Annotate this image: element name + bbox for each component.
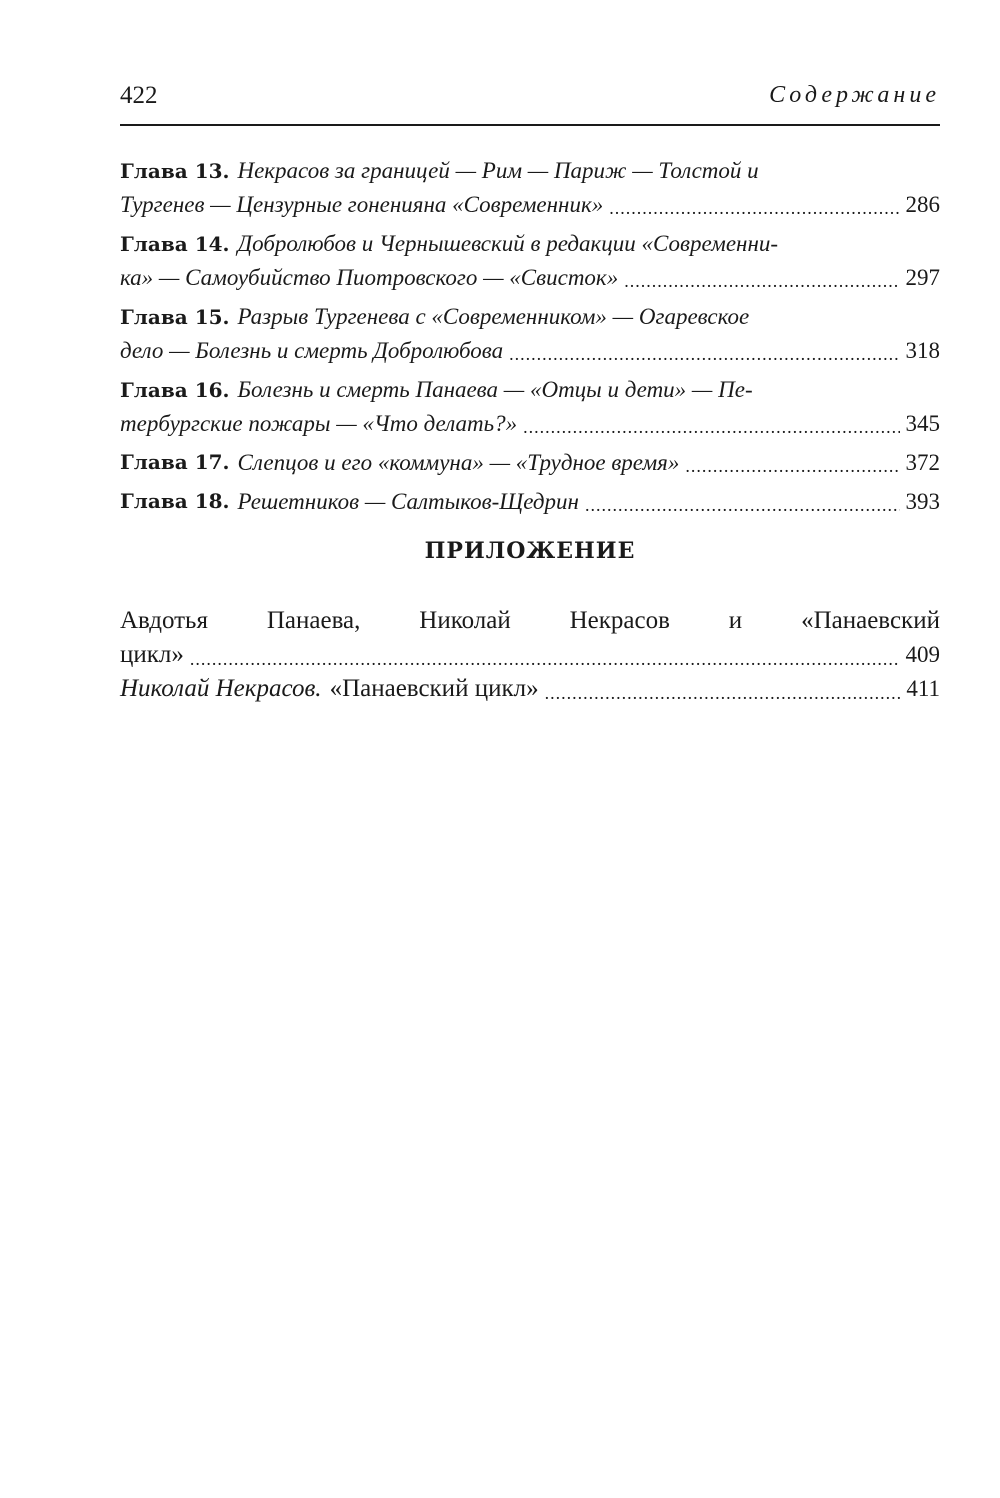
toc-entry-appendix-1[interactable] — [120, 604, 940, 672]
chapter-page-number: 297 — [905, 265, 940, 290]
chapter-label: Глава 17. — [120, 450, 230, 474]
chapter-title-line-1: Слепцов и его «коммуна» — «Трудное время» — [237, 450, 680, 475]
appendix-author: Николай Некрасов. — [120, 675, 322, 702]
toc-entry-line — [120, 227, 940, 261]
chapter-label: Глава 14. — [120, 232, 230, 256]
dot-leader — [545, 672, 901, 706]
chapter-page-number: 372 — [905, 450, 940, 475]
chapter-title-line-2: тербургские пожары — «Что делать?» — [120, 411, 518, 436]
toc-entry-line — [120, 300, 940, 334]
appendix-entry-line — [120, 672, 940, 706]
dot-leader — [609, 188, 899, 221]
toc-entry-chapter-13[interactable] — [120, 154, 940, 221]
page-number: 422 — [120, 82, 158, 109]
chapter-label: Глава 18. — [120, 489, 230, 513]
chapter-label: Глава 15. — [120, 305, 230, 329]
chapter-label: Глава 13. — [120, 159, 230, 183]
appendix-word: Некрасов — [569, 607, 670, 634]
toc-entry-chapter-16[interactable] — [120, 373, 940, 440]
chapter-page-number: 318 — [905, 338, 940, 363]
chapter-page-number: 345 — [905, 411, 940, 436]
dot-leader — [523, 407, 899, 440]
table-of-contents — [120, 154, 940, 524]
toc-entry-last-line — [120, 188, 940, 221]
appendix-contents — [120, 604, 940, 706]
chapter-title-line-1: Добролюбов и Чернышевский в редакции «Современни- — [237, 231, 779, 256]
toc-entry-appendix-2[interactable] — [120, 672, 940, 706]
toc-entry-last-line — [120, 485, 940, 518]
chapter-title-line-2: дело — Болезнь и смерть Добролюбова — [120, 338, 504, 363]
toc-entry-last-line — [120, 334, 940, 367]
appendix-entry-last-line — [120, 638, 940, 672]
appendix-word: «Панаевский — [801, 607, 940, 634]
toc-entry-chapter-15[interactable] — [120, 300, 940, 367]
toc-entry-first-line — [120, 300, 749, 334]
toc-entry-first-line — [120, 227, 778, 261]
appendix-entry-first-line — [120, 604, 940, 638]
chapter-title-line-1: Решетников — Салтыков-Щедрин — [237, 489, 579, 514]
toc-entry-first-line — [120, 373, 753, 407]
chapter-page-number: 393 — [905, 489, 940, 514]
toc-entry-chapter-17[interactable] — [120, 446, 940, 479]
chapter-title-line-2: Тургенев — Цензурные гоненияна «Современник» — [120, 192, 604, 217]
dot-leader — [624, 261, 899, 294]
appendix-page-number: 411 — [906, 676, 940, 701]
dot-leader — [509, 334, 899, 367]
dot-leader — [685, 446, 899, 479]
toc-entry-line — [120, 373, 940, 407]
appendix-page-number: 409 — [905, 642, 940, 667]
appendix-heading: ПРИЛОЖЕНИЕ — [424, 538, 636, 564]
chapter-page-number: 286 — [905, 192, 940, 217]
chapter-title-line-1: Болезнь и смерть Панаева — «Отцы и дети» — Пе- — [237, 377, 753, 402]
toc-entry-line — [120, 154, 940, 188]
appendix-title: «Панаевский цикл» — [329, 675, 539, 702]
chapter-label: Глава 16. — [120, 378, 230, 402]
chapter-title-line-2: ка» — Самоубийство Пиотровского — «Свисток» — [120, 265, 619, 290]
toc-entry-last-line — [120, 446, 940, 479]
running-title: Содержание — [769, 82, 940, 108]
header-rule — [120, 124, 940, 126]
toc-entry-last-line — [120, 407, 940, 440]
appendix-word: Авдотья — [120, 607, 208, 634]
chapter-title-line-1: Разрыв Тургенева с «Современником» — Огаревское — [237, 304, 750, 329]
appendix-entry-line-2: цикл» — [120, 641, 184, 668]
appendix-word: Панаева, — [266, 607, 361, 634]
toc-entry-chapter-18[interactable] — [120, 485, 940, 518]
page-header — [120, 82, 940, 114]
appendix-word: Николай — [419, 607, 511, 634]
toc-entry-first-line — [120, 154, 759, 188]
spacer — [322, 672, 330, 706]
appendix-word: и — [728, 607, 743, 634]
chapter-title-line-1: Некрасов за границей — Рим — Париж — Толстой и — [237, 158, 759, 183]
dot-leader — [190, 638, 900, 672]
toc-entry-chapter-14[interactable] — [120, 227, 940, 294]
dot-leader — [585, 485, 900, 518]
toc-entry-last-line — [120, 261, 940, 294]
